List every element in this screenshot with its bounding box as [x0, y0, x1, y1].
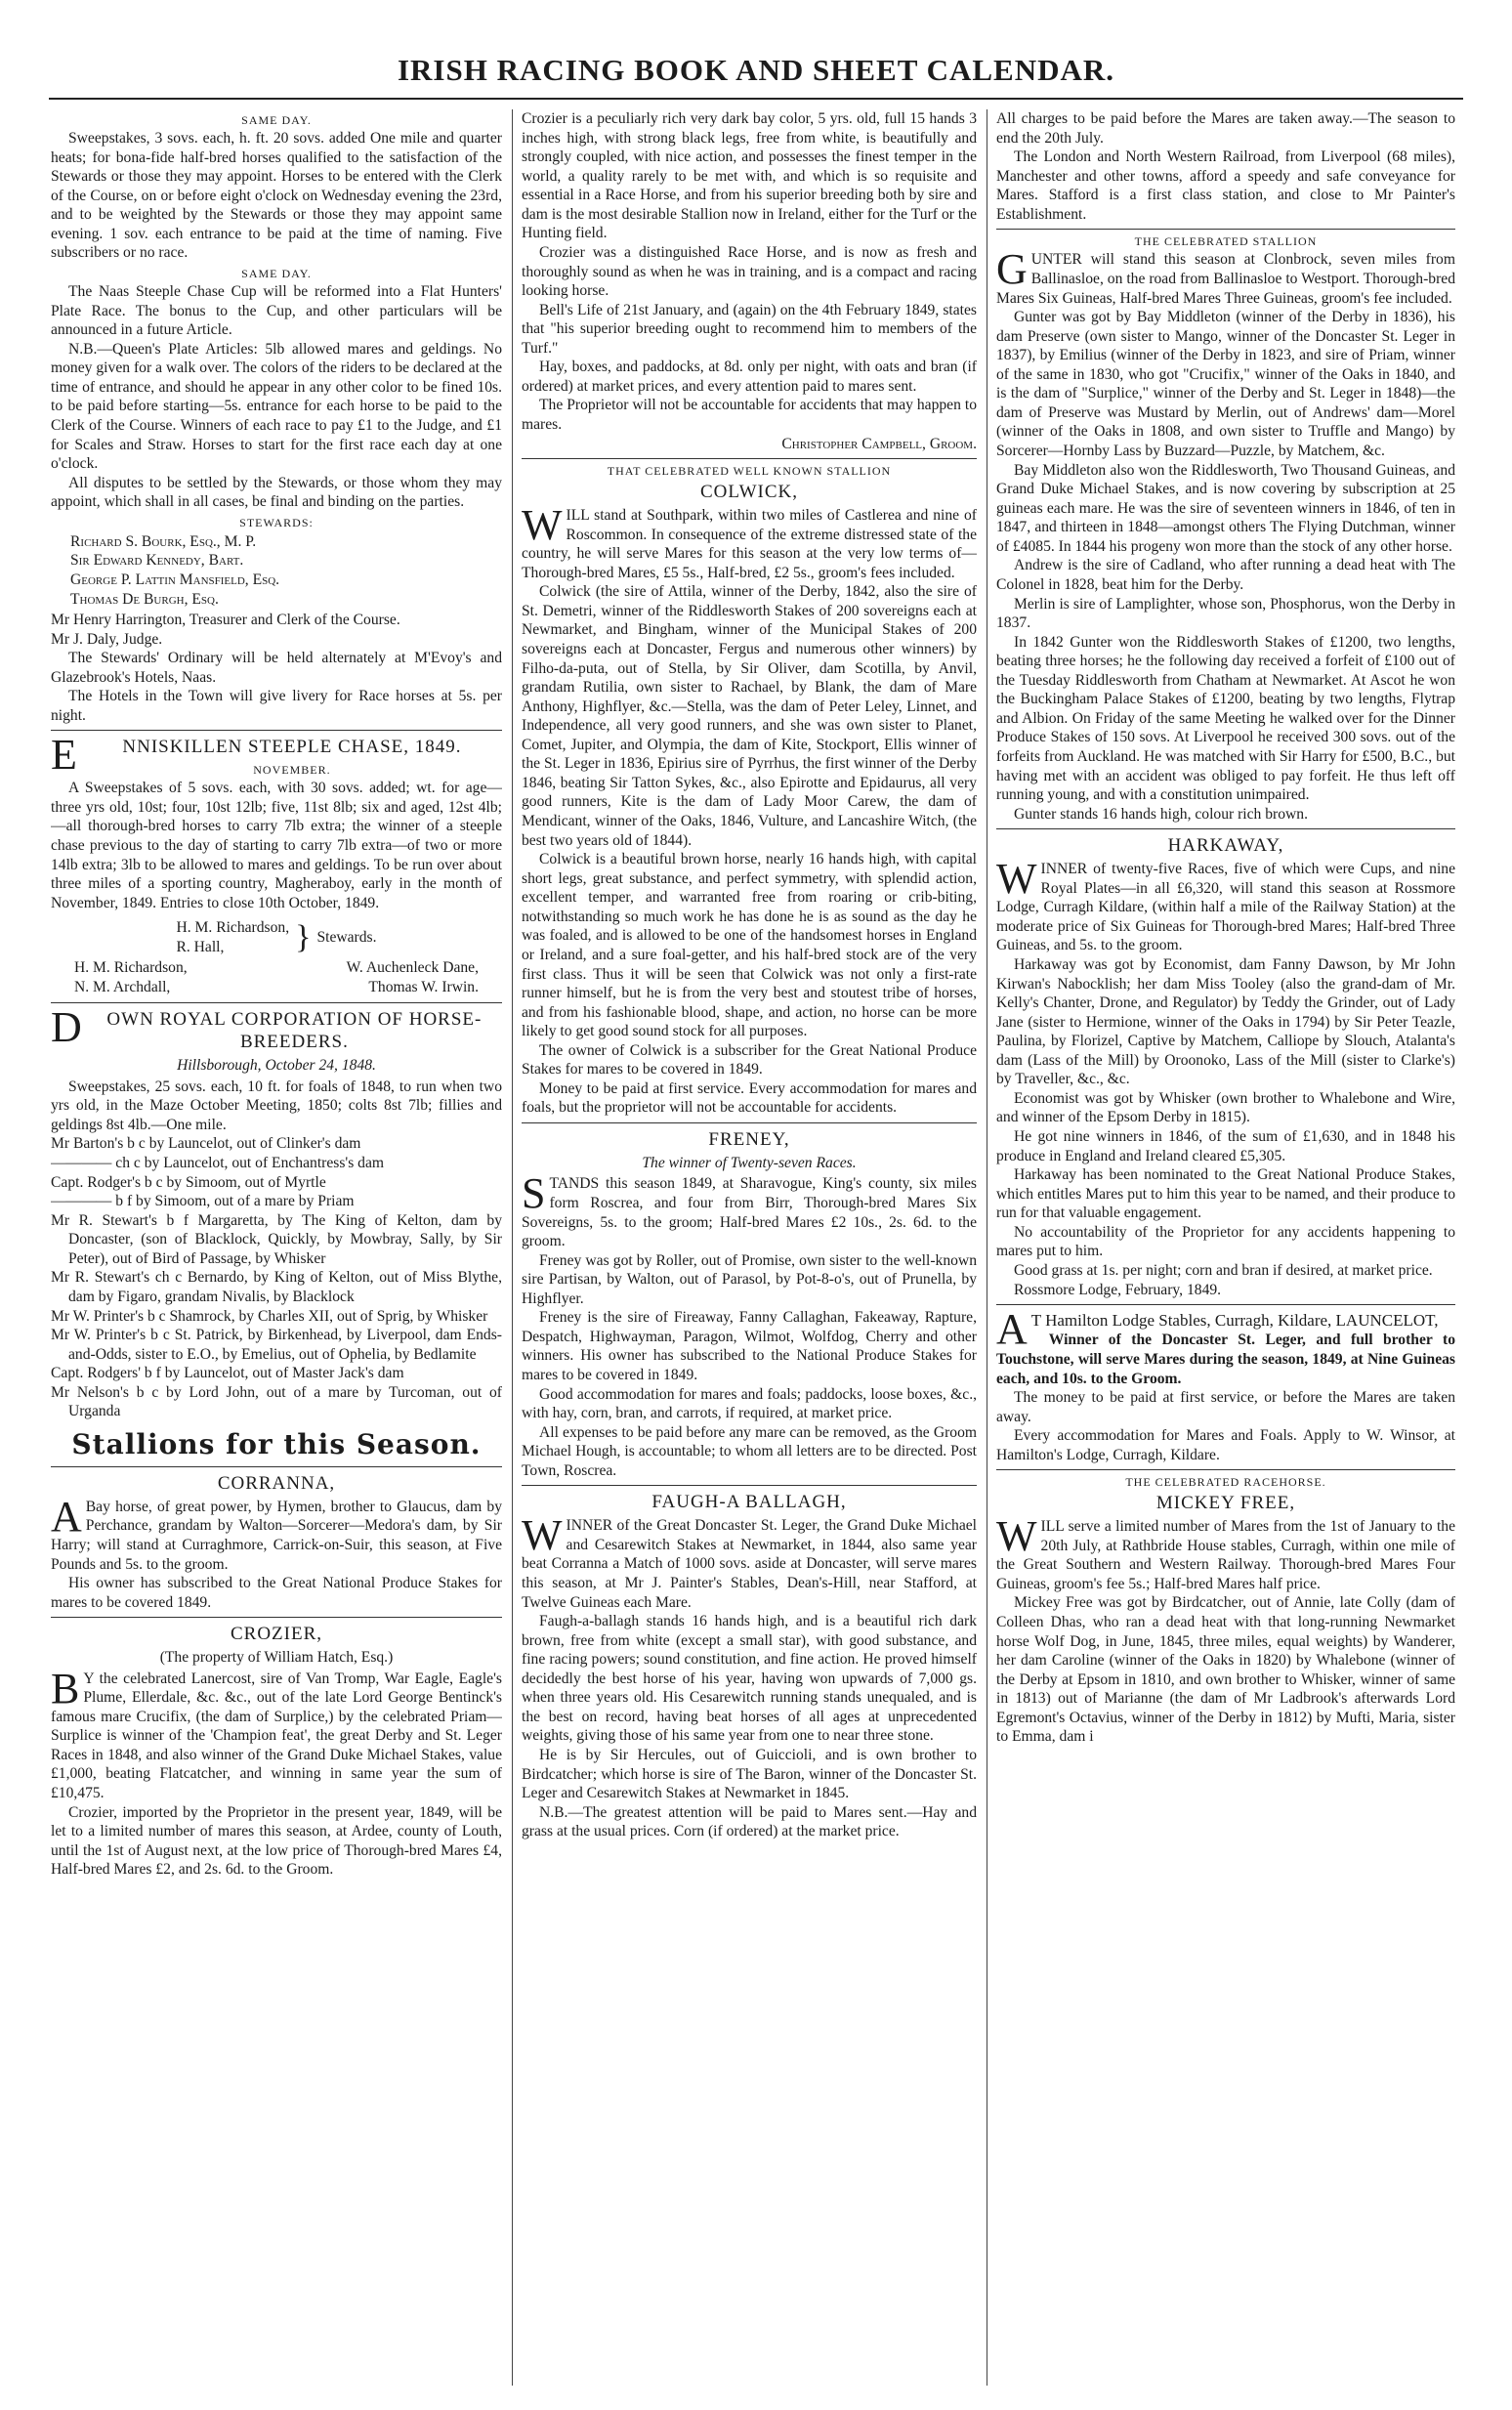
- article-title: HARKAWAY,: [1167, 835, 1284, 857]
- entry-line: Mr R. Stewart's b f Margaretta, by The King of Kelton, dam by Doncaster, (son of Blacklock, Quickly, by Mowbray, Sally, by Sir Peter), out of Bird of Passage, by Whisker: [51, 1211, 502, 1267]
- paragraph: Gunter was got by Bay Middleton (winner of the Derby in 1836), his dam Preserve (own sister to Mango, winner of the Doncaster St. Leger in 1837), by Emilius (winner of the Derby in 1823, and sire of Priam, winner of the same in 1830, who got "Crucifix," winner of the Oaks in 1840, and is the dam of "Surplice," winner of the Derby and St. Leger in 1848)—the dam of Preserve was Mustard by Merlin, out of Andrews' dam—Morel (winner of the Oaks in 1808, and own sister to Truffle and Mango) by Sorcerer—Hornby Lass by Buzzard—Puzzle, by Matchem, &c.: [996, 309, 1455, 460]
- section-heading: THE CELEBRATED RACEHORSE.: [1125, 1475, 1326, 1490]
- article-title: CORRANNA,: [217, 1473, 336, 1495]
- article-title: MICKEY FREE,: [1155, 1493, 1296, 1514]
- paragraph: Mickey Free was got by Birdcatcher, out of Annie, late Colly (dam of Colleen Dhas, who ran a dead heat with that long-running Newmarket horse Wolf Dog, in June, 1845, three miles, equal weights) by Wanderer, her dam Caroline (winner of the Oaks in 1820) by Whalebone (winner of the Derby at Epsom in 1810, and own brother to Whisker, winner of same in 1813) out of Marianne (the dam of Mr Ladbrook's afterwards Lord Egremont's Octavius, winner of the Derby in 1812) by Mufti, Maria, sister to Emma, dam i: [996, 1594, 1455, 1746]
- paragraph: Sweepstakes, 3 sovs. each, h. ft. 20 sovs. added One mile and quarter heats; for bona-fide half-bred horses qualified to the satisfaction of the Stewards or those they may appoint. Horses to be entered with the Clerk of the Course, on or before eight o'clock on Wednesday evening the 23rd, and to be weighted by the Stewards or those they may appoint same evening. 1 sov. each entrance to be paid at the time of naming. Five subscribers or no race.: [51, 130, 502, 262]
- paragraph: [996, 1305, 1455, 1354]
- paragraph: Faugh-a-ballagh stands 16 hands high, and is a beautiful rich dark brown, free from white (except a small star), with good substance, and fine racing powers; sound constitution, and fine action. He proved himself decidedly the best horse of his year, having won upwards of 7,000 gs. when three years old. His Cesarewitch running stands unequaled, and is the best on record, having beat horses of all ages at unprecedented weights, giving those of his same year from one to near three stone.: [522, 1613, 977, 1745]
- drop-cap: W: [522, 1511, 563, 1560]
- name: H. M. Richardson,: [74, 959, 188, 977]
- article-subtitle: The winner of Twenty-seven Races.: [642, 1154, 857, 1171]
- paragraph: The money to be paid at first service, or before the Mares are taken away.: [996, 1389, 1455, 1425]
- steward-name: Richard S. Bourk, Esq., M. P.: [70, 532, 257, 550]
- article-subtitle: Hillsborough, October 24, 1848.: [177, 1057, 376, 1075]
- paragraph: [996, 1512, 1455, 1593]
- drop-cap: E: [51, 731, 78, 780]
- paragraph: The London and North Western Railroad, from Liverpool (68 miles), Manchester and other towns, afford a speedy and safe conveyance for Mares. Stafford is a first class station, and close to Mr Painter's Establishment.: [996, 148, 1455, 223]
- paragraph: [996, 245, 1455, 308]
- entry-line: Mr W. Printer's b c St. Patrick, by Birkenhead, by Liverpool, dam Ends-and-Odds, sister to E.O., by Emelius, out of Ophelia, by Bedlamite: [51, 1327, 502, 1363]
- paragraph: Crozier is a peculiarly rich very dark bay color, 5 yrs. old, full 15 hands 3 inches high, with strong black legs, free from white, is beautifully and strongly coupled, with nice action, and possesses the finest temper in the world, a quality rarely to be met with, and which is so requisite and essential in a Race Horse, and from his superior breeding both by sire and dam is the most desirable Stallion now in Ireland, either for the Turf or the Hunting field.: [522, 110, 977, 242]
- paragraph: Rossmore Lodge, February, 1849.: [1014, 1281, 1222, 1298]
- paragraph: Economist was got by Whisker (own brother to Whalebone and Wire, and winner of the Epsom Derby in 1815).: [996, 1089, 1455, 1126]
- divider: [996, 229, 1455, 230]
- article-title-text: OWN ROYAL CORPORATION OF HORSE-BREEDERS.: [106, 1008, 483, 1053]
- signature: Christopher Campbell, Groom.: [781, 435, 977, 452]
- drop-cap: B: [51, 1664, 80, 1712]
- drop-cap: G: [996, 245, 1028, 294]
- paragraph: All disputes to be settled by the Stewards, or those whom they may appoint, which shall in all cases, be final and binding on the parties.: [51, 474, 502, 511]
- name: Thomas W. Irwin.: [368, 978, 479, 995]
- stewards-label: Stewards.: [316, 929, 377, 947]
- names-row: [51, 958, 502, 978]
- drop-cap: W: [996, 1512, 1037, 1561]
- entry-line: Mr W. Printer's b c Shamrock, by Charles XII, out of Sprig, by Whisker: [51, 1307, 488, 1325]
- entry-line: Mr Barton's b c by Launcelot, out of Clinker's dam: [51, 1135, 361, 1153]
- drop-cap: W: [996, 855, 1037, 904]
- divider: [522, 458, 977, 459]
- drop-cap: W: [522, 501, 563, 550]
- paragraph: Winner of the Doncaster St. Leger, and full brother to Touchstone, will serve Mares during the season, 1849, at Nine Guineas each, and 10s. to the Groom.: [996, 1332, 1455, 1387]
- paragraph: All charges to be paid before the Mares are taken away.—The season to end the 20th July.: [996, 110, 1455, 147]
- drop-cap: A: [996, 1305, 1028, 1354]
- paragraph-text: Bay horse, of great power, by Hymen, brother to Glaucus, dam by Perchance, grandam by Walton—Sorcerer—Medora's dam, by Sir Harry; will stand at Curraghmore, Carrick-on-Suir, this season, at Five Pounds and 5s. to the groom.: [51, 1498, 502, 1573]
- steward-name: H. M. Richardson,: [176, 919, 290, 937]
- paragraph: Sweepstakes, 25 sovs. each, 10 ft. for foals of 1848, to run when two yrs old, in the Maze October Meeting, 1850; colts 8st 7lb; fillies and geldings 8st 4lb.—One mile.: [51, 1078, 502, 1133]
- entry-line: Capt. Rodgers' b f by Launcelot, out of Master Jack's dam: [51, 1365, 404, 1382]
- paragraph: Freney is the sire of Fireaway, Fanny Callaghan, Fakeaway, Rapture, Despatch, Highwayman, Paragon, Wilmot, Wolfdog, Cherry and other winners. His owner has subscribed to the National Produce Stakes for mares to be covered in 1849.: [522, 1309, 977, 1384]
- paragraph: [996, 855, 1455, 955]
- paragraph: Merlin is sire of Lamplighter, whose son, Phosphorus, won the Derby in 1837.: [996, 595, 1455, 632]
- divider: [51, 1617, 502, 1618]
- paragraph: [522, 1169, 977, 1250]
- paragraph: Mr Henry Harrington, Treasurer and Clerk of the Course.: [51, 612, 400, 629]
- paragraph: The owner of Colwick is a subscriber for the Great National Produce Stakes for mares to be covered in 1849.: [522, 1041, 977, 1078]
- names-row: [51, 978, 502, 997]
- paragraph: Hay, boxes, and paddocks, at 8d. only per night, with oats and bran (if ordered) at market prices, and every attention paid to mares sent.: [522, 359, 977, 395]
- section-banner: Stallions for this Season.: [71, 1427, 482, 1460]
- paragraph: Good accommodation for mares and foals; paddocks, loose boxes, &c., with hay, corn, bran, and carrots, if required, at market price.: [522, 1385, 977, 1422]
- paragraph: Mr J. Daly, Judge.: [51, 630, 163, 648]
- section-heading: STEWARDS:: [239, 515, 314, 529]
- divider: [996, 828, 1455, 829]
- steward-name: George P. Lattin Mansfield, Esq.: [70, 571, 280, 588]
- drop-cap: D: [51, 1002, 83, 1051]
- paragraph: Every accommodation for Mares and Foals. Apply to W. Winsor, at Hamilton's Lodge, Curragh, Kildare.: [996, 1427, 1455, 1463]
- paragraph: N.B.—Queen's Plate Articles: 5lb allowed mares and geldings. No money given for a walk over. The colors of the riders to be declared at the time of entrance, and should he appear in any other color to be fined 10s. to be paid before starting—5s. entrance for each horse to be paid to the Clerk of the Course. Winners of each race to pay £1 to the Judge, and £1 for Scales and Straw. Horses to start for the first race each day at one o'clock.: [51, 340, 502, 473]
- paragraph: [51, 1492, 502, 1574]
- divider: [996, 1469, 1455, 1470]
- divider: [996, 1304, 1455, 1305]
- entry-line: Mr Nelson's b c by Lord John, out of a mare by Turcoman, out of Urganda: [51, 1383, 502, 1420]
- paragraph-text: Y the celebrated Lanercost, sire of Van Tromp, War Eagle, Eagle's Plume, Ellerdale, &c. &c., out of the late Lord George Bentinck's famous mare Crucifix, (the dam of Surplice,) by the celebrated Priam—Surplice is winner of the 'Champion feat', the great Derby and St. Leger Races in 1848, and also winner of the Grand Duke Michael Stakes, value £1,000, beating Flatcatcher, and winning in same year the sum of £10,475.: [51, 1670, 502, 1802]
- paragraph: Andrew is the sire of Cadland, who after running a dead heat with The Colonel in 1828, beat him for the Derby.: [996, 557, 1455, 593]
- drop-cap: A: [51, 1492, 82, 1541]
- article-title: FAUGH-A BALLAGH,: [651, 1492, 847, 1513]
- paragraph: All expenses to be paid before any mare can be removed, as the Groom Michael Hough, is accountable; to whom all letters are to be directed. Post Town, Roscrea.: [522, 1423, 977, 1479]
- entry-line: Capt. Rodger's b c by Simoom, out of Myrtle: [51, 1173, 326, 1191]
- column-2: [522, 109, 977, 2386]
- article-title: COLWICK,: [700, 482, 798, 503]
- paragraph: Colwick (the sire of Attila, winner of the Derby, 1842, also the sire of St. Demetri, winner of the Riddlesworth Stakes of 200 sovereigns each at Newmarket, and Bingham, winner of the Municipal Stakes of 200 sovereigns each at Doncaster, Fergus and numerous other winners) by Filho-da-puta, out of Stella, by Sir Oliver, dam Scotilla, by Anvil, grandam Rutilia, own sister to Rachael, by Blank, the dam of Mare Anthony, Highflyer, &c.—Stella, was the dam of Peter Leley, Linnet, and Independence, all very good runners, and she was own sister to Planet, Comet, Jupiter, and Olympia, the dam of Kite, Stockport, Ellis winner of the St. Leger in 1836, Epirius sire of Pyrrhus, the first winner of the Derby 1846, beating Sir Tatton Sykes, &c., also Epirotte and Epidaurus, all very good runners, Kite is the dam of Lady Moor Carew, the dam of Mendicant, winner of the Oaks, 1846, Vulture, and Lancashire Witch, (the best two years old of 1844).: [522, 583, 977, 849]
- masthead: [49, 43, 1463, 100]
- stewards-list: [70, 532, 502, 609]
- paragraph-text: TANDS this season 1849, at Sharavogue, King's county, six miles form Roscrea, and four from Birr, Thorough-bred Mares Six Sovereigns, 5s. to the groom; Half-bred Mares £2 10s., 2s. 6d. to the groom.: [522, 1175, 977, 1250]
- column-3: [996, 109, 1455, 2386]
- paragraph-text: INNER of the Great Doncaster St. Leger, the Grand Duke Michael and Cesarewitch Stakes at Newmarket, in 1844, also same year beat Corranna a Match of 1000 sovs. aside at Doncaster, will serve mares this season, at Mr J. Painter's Stables, Dean's-Hill, near Stafford, at Twelve Guineas each Mare.: [522, 1517, 977, 1611]
- paragraph-text: UNTER will stand this season at Clonbrock, seven miles from Ballinasloe, on the road from Ballinasloe to Westport. Thorough-bred Mares Six Guineas, Half-bred Mares Three Guineas, groom's fee included.: [996, 251, 1455, 307]
- entry-line: Mr R. Stewart's ch c Bernardo, by King of Kelton, out of Miss Blythe, dam by Figaro, grandam Nivalis, by Blacklock: [51, 1269, 502, 1305]
- paragraph-text: ILL stand at Southpark, within two miles of Castlerea and nine of Roscommon. In consequence of the extreme distressed state of the country, he will serve Mares for this season at the very low terms of—Thorough-bred Mares, £5 5s., Half-bred, £2 5s., groom's fees included.: [522, 507, 977, 581]
- paragraph: Bay Middleton also won the Riddlesworth, Two Thousand Guineas, and Grand Duke Michael Stakes, and is now covering by subscription at 25 guineas each mare. He was the sire of seventeen winners in 1846, of ten in 1847, and thirteen in 1848—amongst others The Flying Dutchman, winner of £4085. In 1844 his progeny won more than the stock of any other horse.: [996, 461, 1455, 555]
- section-heading: THAT CELEBRATED WELL KNOWN STALLION: [607, 464, 892, 479]
- paragraph: [522, 1511, 977, 1612]
- paragraph: [51, 1664, 502, 1803]
- article-subtitle: (The property of William Hatch, Esq.): [159, 1649, 394, 1667]
- paragraph: He is by Sir Hercules, out of Guiccioli, and is own brother to Birdcatcher; which horse is sire of The Baron, winner of the Doncaster St. Leger and Cesarewitch Stakes at Newmarket in 1845.: [522, 1747, 977, 1802]
- paragraph: The Naas Steeple Chase Cup will be reformed into a Flat Hunters' Plate Race. The bonus to the Cup, and other particulars will be announced in a future Article.: [51, 283, 502, 339]
- paragraph-text: INNER of twenty-five Races, five of which were Cups, and nine Royal Plates—in all £6,320, will stand this season at Rossmore Lodge, Curragh Kildare, (within half a mile of the Railway Station) at the moderate price of Six Guineas for Thorough-bred Mares; Half-bred Three Guineas, and 5s. to the groom.: [996, 861, 1455, 954]
- paragraph: Good grass at 1s. per night; corn and bran if desired, at market price.: [1014, 1261, 1433, 1279]
- section-subheading: NOVEMBER.: [253, 763, 331, 778]
- name: N. M. Archdall,: [74, 978, 171, 995]
- paragraph: His owner has subscribed to the Great National Produce Stakes for mares to be covered 1849.: [51, 1575, 502, 1611]
- paragraph: Money to be paid at first service. Every accommodation for mares and foals, but the proprietor will not be accountable for accidents.: [522, 1079, 977, 1117]
- paragraph: Freney was got by Roller, out of Promise, own sister to the well-known sire Partisan, by Walton, out of Parasol, by Pot-8-o's, out of Prunella, by Highflyer.: [522, 1251, 977, 1307]
- paragraph-text: T Hamilton Lodge Stables, Curragh, Kildare, LAUNCELOT,: [1030, 1311, 1439, 1331]
- paragraph-text: ILL serve a limited number of Mares from the 1st of January to the 20th July, at Rathbride House stables, Curragh, within one mile of the Great Southern and Western Railway. Thorough-bred Mares Four Guineas, groom's fee 5s.; Half-bred Mares half price.: [996, 1518, 1455, 1592]
- article-title: CROZIER,: [230, 1624, 323, 1645]
- stewards-brace: [51, 918, 502, 956]
- paragraph: Harkaway was got by Economist, dam Fanny Dawson, by Mr John Kirwan's Nabocklish; her dam Miss Tooley (also the grand-dam of Mr. Kelly's Chanter, Drone, and Regulator) by Teddy the Grinder, out of Lady Jane (sister to Hermione, winner of the Oaks in 1794) by Sir Peter Teazle, Paulina, by Florizel, Captive by Matchem, Calliope by Slouch, Atalanta's dam (Lass of the Mill) by Oroonoko, Lass of the Mill (sister to Clarke's) by Traveller, &c., &c.: [996, 955, 1455, 1088]
- paragraph: Bell's Life of 21st January, and (again) on the 4th February 1849, states that "his superior breeding ought to recommend him to members of the Turf.": [522, 301, 977, 357]
- divider: [522, 1485, 977, 1486]
- paragraph: Harkaway has been nominated to the Great National Produce Stakes, which entitles Mares put to him this year to be named, and their produce to run for that valuable engagement.: [996, 1166, 1455, 1222]
- column-1: [51, 109, 502, 2386]
- section-heading: SAME DAY.: [241, 113, 312, 127]
- paragraph: The Proprietor will not be accountable for accidents that may happen to mares.: [522, 397, 977, 433]
- article-title: [51, 1002, 502, 1055]
- paragraph: Colwick is a beautiful brown horse, nearly 16 hands high, with capital short legs, great substance, and perfect symmetry, with splendid action, excellent temper, and warranted free from roaring or crib-biting, notwithstanding so much work he has done he is as sound as the day he was foaled, and is allowed to be one of the handsomest horses in England or Ireland, and a sure foal-getter, and his half-bred stock are of the very first class. Thus it will be seen that Colwick was not only a first-rate runner himself, but he is from the very best and stoutest tribe of horses, and from his fashionable blood, shape, and action, no horse can be more likely to get good sound stock for all purposes.: [522, 851, 977, 1040]
- paragraph: In 1842 Gunter won the Riddlesworth Stakes of £1200, two lengths, beating three horses; he the following day received a forfeit of £100 out of the Tuesday Riddlesworth from Chatham at Newmarket. At Ascot he won the Buckingham Palace Stakes of £1200, beating by two lengths, Flytrap and Albion. On Friday of the same Meeting he walked over for the Dinner Produce Stakes of 150 sovs. At Liverpool he received 300 sovs. out of the forfeits from Auckland. He was matched with Sir Harry for £500, B.C., but having met with an accident was obliged to pay forfeit. He thus left off running young, and with a constitution unimpaired.: [996, 633, 1455, 804]
- paragraph: N.B.—The greatest attention will be paid to Mares sent.—Hay and grass at the usual prices. Corn (if ordered) at the market price.: [522, 1803, 977, 1840]
- divider: [51, 1466, 502, 1467]
- paragraph: The Stewards' Ordinary will be held alternately at M'Evoy's and Glazebrook's Hotels, Naas.: [51, 650, 502, 686]
- name: W. Auchenleck Dane,: [346, 959, 479, 977]
- column-divider: [512, 109, 513, 2386]
- divider: [51, 1002, 502, 1003]
- divider: [522, 1122, 977, 1123]
- section-heading: THE CELEBRATED STALLION: [1134, 234, 1318, 249]
- drop-cap: S: [522, 1169, 546, 1218]
- entry-line: ———— ch c by Launcelot, out of Enchantress's dam: [51, 1155, 385, 1172]
- article-title: FRENEY,: [708, 1129, 790, 1151]
- divider: [51, 730, 502, 731]
- paragraph: He got nine winners in 1846, of the sum of £1,630, and in 1848 his produce in England and Ireland cleared £5,305.: [996, 1128, 1455, 1164]
- steward-name: Sir Edward Kennedy, Bart.: [70, 552, 244, 570]
- steward-name: R. Hall,: [176, 938, 225, 955]
- entry-line: ———— b f by Simoom, out of a mare by Priam: [51, 1193, 355, 1210]
- section-heading: SAME DAY.: [241, 266, 312, 280]
- steward-name: Thomas De Burgh, Esq.: [70, 590, 219, 608]
- paragraph: Gunter stands 16 hands high, colour rich brown.: [1014, 805, 1308, 823]
- paragraph: No accountability of the Proprietor for any accidents happening to mares put to him.: [996, 1223, 1455, 1260]
- paragraph: A Sweepstakes of 5 sovs. each, with 30 sovs. added; wt. for age—three yrs old, 10st; four, 10st 12lb; five, 11st 8lb; six and aged, 12st 4lb;—all thorough-bred horses to carry 7lb extra; the winner of a steeple chase previous to the day of starting to carry 7lb extra—of two or more 14lb extra; 3lb to be allowed to mares and geldings. To be run over about three miles of a sporting country, Magheraboy, early in the month of November, 1849. Entries to close 10th October, 1849.: [51, 780, 502, 911]
- article-title-text: NNISKILLEN STEEPLE CHASE, 1849.: [122, 737, 462, 758]
- page-title: IRISH RACING BOOK AND SHEET CALENDAR.: [397, 53, 1115, 87]
- paragraph: [522, 501, 977, 582]
- paragraph: Crozier was a distinguished Race Horse, and is now as fresh and thoroughly sound as when he was in training, and is a compact and racing looking horse.: [522, 243, 977, 300]
- paragraph: Crozier, imported by the Proprietor in the present year, 1849, will be let to a limited number of mares this season, at Ardee, county of Louth, until the 1st of August next, at the low price of Thorough-bred Mares £4, Half-bred Mares £2, and 2s. 6d. to the Groom.: [51, 1803, 502, 1879]
- paragraph: The Hotels in the Town will give livery for Race horses at 5s. per night.: [51, 688, 502, 724]
- brace-glyph: }: [295, 918, 312, 955]
